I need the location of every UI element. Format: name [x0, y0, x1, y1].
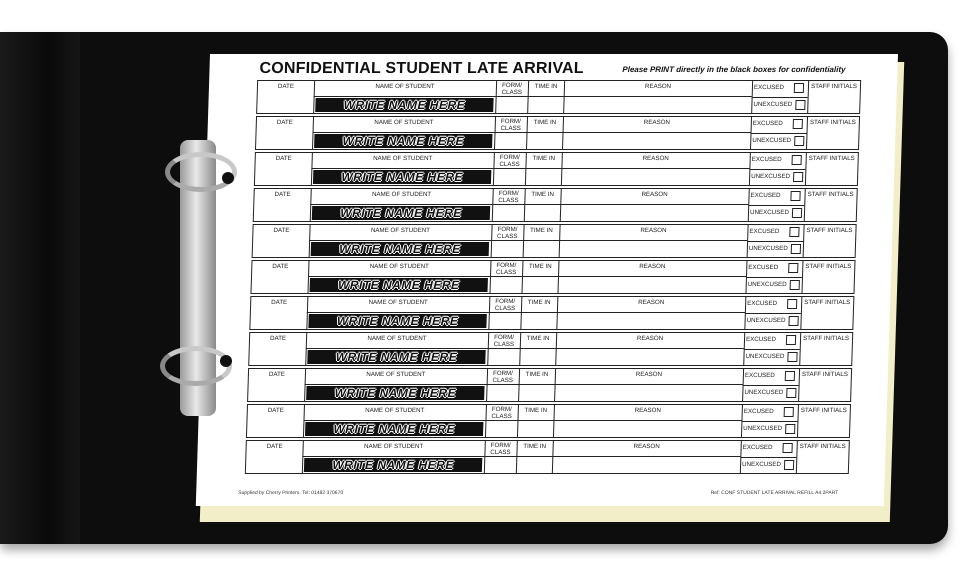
date-label: DATE — [272, 263, 289, 270]
name-label: NAME OF STUDENT — [371, 191, 432, 198]
reason-label: REASON — [643, 119, 671, 126]
supplier-text: Supplied by Cherry Printers. Tel: 01482 370670 — [238, 490, 344, 496]
form-class-label: FORM/ CLASS — [501, 82, 523, 96]
name-label: NAME OF STUDENT — [373, 155, 433, 162]
unexcused-checkbox[interactable] — [792, 208, 802, 218]
time-in-label: TIME IN — [524, 407, 548, 414]
reason-label: REASON — [636, 335, 664, 342]
excused-label: EXCUSED — [744, 372, 775, 379]
late-arrival-row — [246, 404, 851, 438]
excused-checkbox[interactable] — [794, 83, 804, 93]
form-class-label: FORM/ CLASS — [490, 442, 511, 456]
excused-checkbox[interactable] — [784, 407, 794, 417]
time-in-label: TIME IN — [526, 335, 550, 342]
excused-label: EXCUSED — [749, 228, 780, 235]
late-arrival-row — [247, 368, 852, 402]
name-label: NAME OF STUDENT — [369, 263, 429, 270]
staff-initials-label: STAFF INITIALS — [802, 335, 850, 342]
form-class-label: FORM/ CLASS — [498, 190, 519, 204]
reason-label: REASON — [644, 83, 672, 90]
unexcused-checkbox[interactable] — [786, 388, 796, 398]
unexcused-label: UNEXCUSED — [745, 353, 785, 360]
excused-label: EXCUSED — [745, 336, 777, 343]
late-arrival-row — [254, 152, 859, 186]
unexcused-label: UNEXCUSED — [749, 209, 789, 216]
excused-label: EXCUSED — [753, 84, 784, 91]
excused-checkbox[interactable] — [786, 335, 796, 345]
form-class-label: FORM/ CLASS — [492, 370, 514, 384]
excused-label: EXCUSED — [748, 264, 779, 271]
staff-initials-label: STAFF INITIALS — [801, 371, 849, 378]
late-arrival-row — [253, 188, 858, 222]
form-title: CONFIDENTIAL STUDENT LATE ARRIVAL — [259, 60, 585, 77]
excused-label: EXCUSED — [752, 120, 783, 127]
name-placeholder: WRITE NAME HERE — [335, 350, 458, 364]
name-label: NAME OF STUDENT — [367, 335, 427, 342]
unexcused-checkbox[interactable] — [788, 316, 798, 326]
staff-initials-label: STAFF INITIALS — [809, 119, 856, 126]
name-placeholder: WRITE NAME HERE — [334, 386, 457, 400]
unexcused-checkbox[interactable] — [790, 280, 800, 290]
student-name-field[interactable] — [312, 206, 490, 220]
time-in-label: TIME IN — [534, 83, 558, 90]
student-name-field[interactable] — [305, 422, 483, 436]
time-in-label: TIME IN — [529, 227, 553, 234]
date-label: DATE — [266, 443, 283, 450]
time-in-label: TIME IN — [528, 263, 552, 270]
staff-initials-label: STAFF INITIALS — [807, 191, 854, 198]
student-name-field[interactable] — [308, 314, 486, 328]
staff-initials-label: STAFF INITIALS — [804, 299, 851, 306]
excused-label: EXCUSED — [742, 444, 773, 451]
student-name-field[interactable] — [311, 242, 489, 256]
student-name-field[interactable] — [304, 458, 482, 472]
ring-cap-bottom — [220, 355, 232, 367]
late-arrival-row — [255, 116, 860, 150]
reason-label: REASON — [638, 299, 665, 306]
form-instruction: Please PRINT directly in the black boxes for confidentiality — [622, 65, 846, 74]
binder-spine — [0, 32, 80, 544]
late-arrival-row — [250, 260, 855, 294]
date-label: DATE — [268, 371, 286, 378]
staff-initials-label: STAFF INITIALS — [800, 407, 847, 414]
late-arrival-row — [252, 224, 857, 258]
late-arrival-row — [248, 332, 853, 366]
name-placeholder: WRITE NAME HERE — [332, 458, 455, 472]
excused-checkbox[interactable] — [793, 119, 803, 129]
excused-checkbox[interactable] — [787, 299, 797, 309]
reason-label: REASON — [634, 407, 661, 414]
name-placeholder: WRITE NAME HERE — [342, 134, 465, 148]
excused-checkbox[interactable] — [782, 443, 792, 453]
date-label: DATE — [275, 155, 292, 162]
form-class-label: FORM/ CLASS — [500, 118, 521, 132]
unexcused-checkbox[interactable] — [785, 424, 795, 434]
excused-label: EXCUSED — [743, 408, 774, 415]
unexcused-label: UNEXCUSED — [744, 389, 784, 396]
ring-cap-top — [222, 172, 234, 184]
form-sheet — [196, 54, 898, 506]
unexcused-label: UNEXCUSED — [751, 173, 791, 180]
reason-label: REASON — [642, 155, 669, 162]
excused-checkbox[interactable] — [785, 371, 795, 381]
date-label: DATE — [271, 299, 288, 306]
entry-rows — [245, 80, 861, 476]
unexcused-checkbox[interactable] — [793, 172, 803, 182]
unexcused-label: UNEXCUSED — [753, 101, 793, 108]
name-placeholder: WRITE NAME HERE — [337, 278, 460, 292]
name-placeholder: WRITE NAME HERE — [343, 98, 466, 112]
form-class-label: FORM/ CLASS — [496, 226, 518, 240]
form-class-label: FORM/ CLASS — [499, 154, 520, 168]
name-label: NAME OF STUDENT — [375, 83, 435, 90]
name-placeholder: WRITE NAME HERE — [333, 422, 456, 436]
excused-checkbox[interactable] — [788, 263, 798, 273]
date-label: DATE — [273, 227, 290, 234]
staff-initials-label: STAFF INITIALS — [805, 263, 852, 270]
excused-label: EXCUSED — [751, 156, 782, 163]
unexcused-checkbox[interactable] — [784, 460, 794, 470]
unexcused-label: UNEXCUSED — [747, 281, 787, 288]
name-label: NAME OF STUDENT — [368, 299, 428, 306]
late-arrival-row — [245, 440, 850, 474]
excused-checkbox[interactable] — [789, 227, 799, 237]
unexcused-label: UNEXCUSED — [743, 425, 783, 432]
unexcused-label: UNEXCUSED — [746, 317, 786, 324]
binder-ring-bottom — [160, 346, 232, 386]
student-name-field[interactable] — [307, 350, 485, 364]
form-class-label: FORM/ CLASS — [493, 334, 515, 348]
reference-text: Ref: CONF STUDENT LATE ARRIVAL REFILL A4 2PART — [710, 490, 839, 496]
excused-label: EXCUSED — [747, 300, 778, 307]
name-label: NAME OF STUDENT — [370, 227, 431, 234]
student-name-field[interactable] — [306, 386, 484, 400]
name-label: NAME OF STUDENT — [365, 407, 425, 414]
reason-label: REASON — [641, 191, 668, 198]
student-name-field[interactable] — [315, 98, 493, 112]
excused-checkbox[interactable] — [790, 191, 800, 201]
date-label: DATE — [269, 335, 287, 342]
date-label: DATE — [277, 83, 295, 90]
unexcused-checkbox[interactable] — [794, 136, 804, 146]
student-name-field[interactable] — [314, 134, 492, 148]
staff-initials-label: STAFF INITIALS — [799, 443, 846, 450]
time-in-label: TIME IN — [523, 443, 547, 450]
form-class-label: FORM/ CLASS — [495, 262, 517, 276]
excused-checkbox[interactable] — [792, 155, 802, 165]
reason-label: REASON — [640, 227, 667, 234]
date-label: DATE — [267, 407, 284, 414]
reason-label: REASON — [639, 263, 666, 270]
reason-label: REASON — [635, 371, 663, 378]
name-placeholder: WRITE NAME HERE — [336, 314, 459, 328]
unexcused-checkbox[interactable] — [791, 244, 801, 254]
name-label: NAME OF STUDENT — [363, 443, 424, 450]
date-label: DATE — [276, 119, 293, 126]
name-placeholder: WRITE NAME HERE — [338, 242, 461, 256]
staff-initials-label: STAFF INITIALS — [806, 227, 853, 234]
unexcused-checkbox[interactable] — [787, 352, 797, 362]
reason-label: REASON — [633, 443, 660, 450]
late-arrival-row — [256, 80, 861, 114]
name-label: NAME OF STUDENT — [366, 371, 426, 378]
time-in-label: TIME IN — [527, 299, 551, 306]
name-placeholder: WRITE NAME HERE — [340, 206, 462, 220]
form-class-label: FORM/ CLASS — [494, 298, 516, 312]
staff-initials-label: STAFF INITIALS — [810, 83, 858, 90]
name-placeholder: WRITE NAME HERE — [341, 170, 464, 184]
time-in-label: TIME IN — [533, 119, 557, 126]
student-name-field[interactable] — [313, 170, 491, 184]
time-in-label: TIME IN — [532, 155, 556, 162]
student-name-field[interactable] — [310, 278, 488, 292]
name-label: NAME OF STUDENT — [374, 119, 434, 126]
unexcused-label: UNEXCUSED — [748, 245, 788, 252]
time-in-label: TIME IN — [525, 371, 549, 378]
unexcused-label: UNEXCUSED — [752, 137, 792, 144]
excused-label: EXCUSED — [750, 192, 781, 199]
time-in-label: TIME IN — [531, 191, 555, 198]
date-label: DATE — [274, 191, 291, 198]
late-arrival-row — [249, 296, 854, 330]
staff-initials-label: STAFF INITIALS — [808, 155, 855, 162]
unexcused-checkbox[interactable] — [795, 100, 805, 110]
form-class-label: FORM/ CLASS — [491, 406, 512, 420]
unexcused-label: UNEXCUSED — [741, 461, 782, 468]
